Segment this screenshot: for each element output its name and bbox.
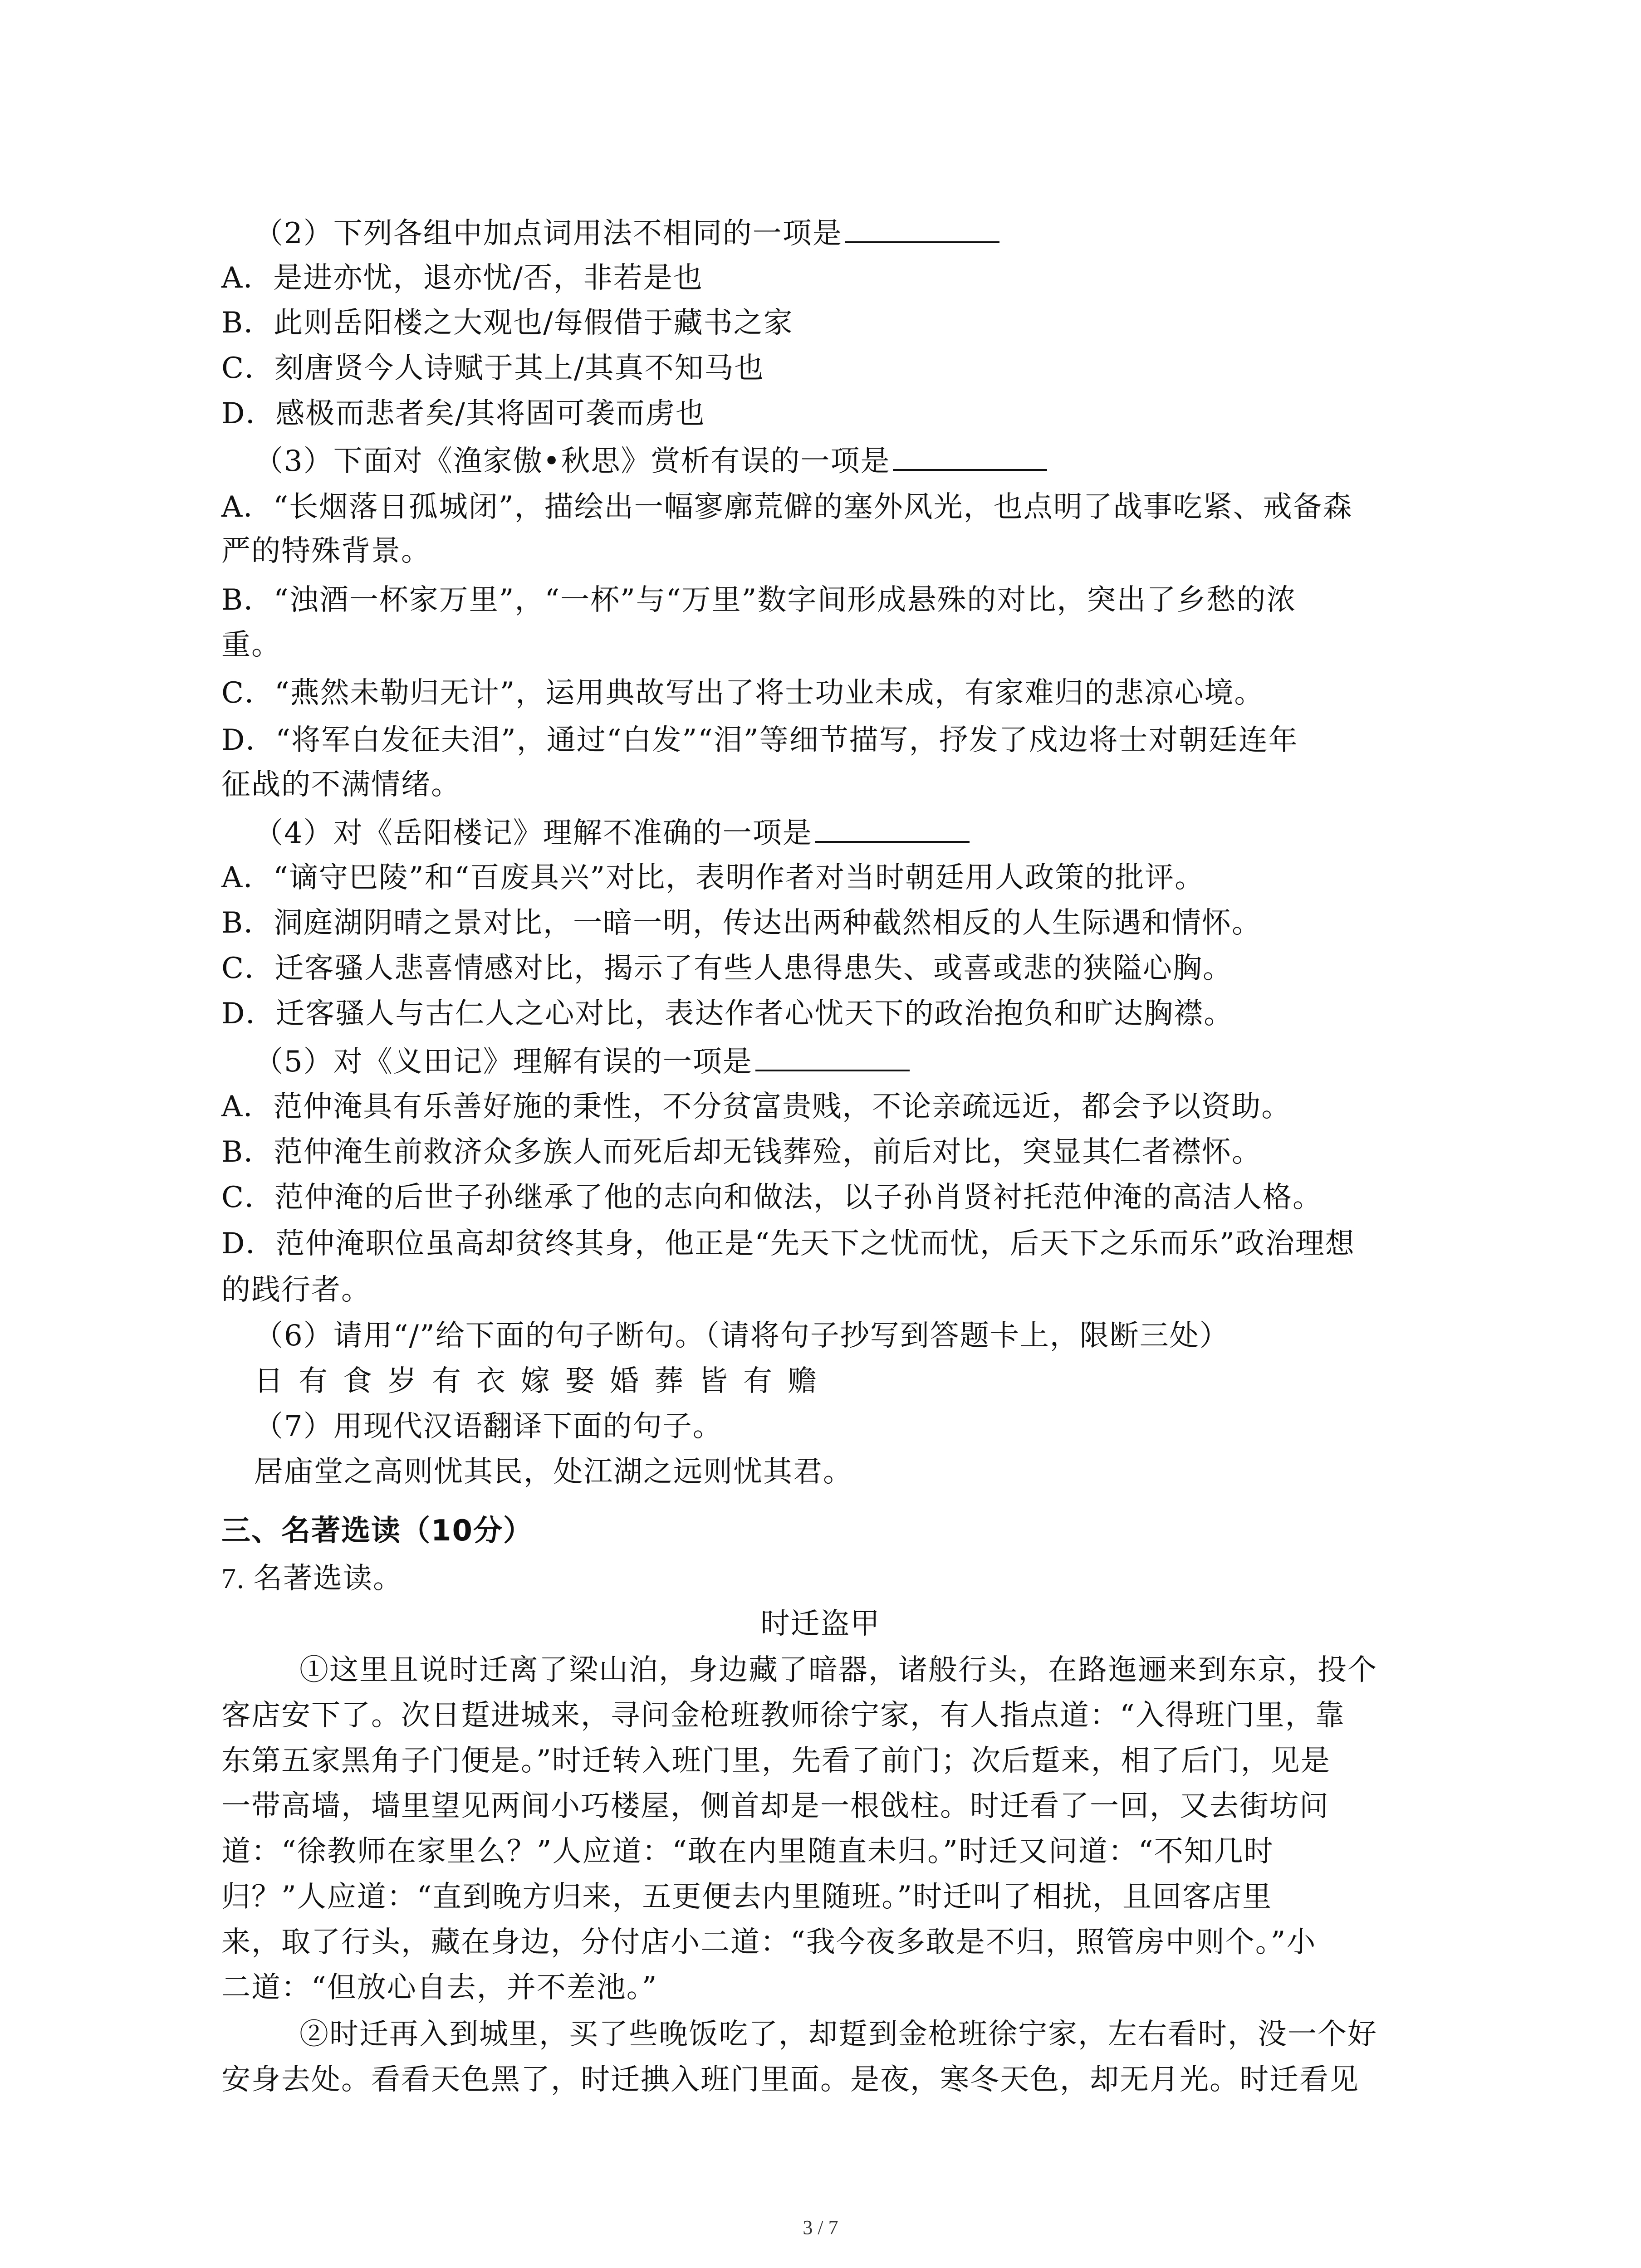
passage-p1-line: 二道：“但放心自去，并不差池。” <box>221 1971 658 2004</box>
q5-option-a: A．范仲淹具有乐善好施的秉性，不分贫富贵贱，不论亲疏远近，都会予以资助。 <box>221 1090 1292 1124</box>
page-number: 3 / 7 <box>803 2216 838 2239</box>
q3-option-d-cont: 征战的不满情绪。 <box>221 768 461 802</box>
q2-option-c: C．刻唐贤今人诗赋于其上/其真不知马也 <box>221 352 764 385</box>
q4-option-c: C．迁客骚人悲喜情感对比，揭示了有些人患得患失、或喜或悲的狭隘心胸。 <box>221 952 1233 985</box>
passage-p1-line: 东第五家黑角子门便是。”时迁转入班门里，先看了前门；次后踅来，相了后门，见是 <box>221 1744 1331 1778</box>
passage-p1-line: 客店安下了。次日踅进城来，寻问金枪班教师徐宁家，有人指点道：“入得班门里，靠 <box>221 1699 1345 1732</box>
q4-stem: （4）对《岳阳楼记》理解不准确的一项是 <box>254 813 970 851</box>
q3-option-a: A．“长烟落日孤城闭”，描绘出一幅寥廓荒僻的塞外风光，也点明了战事吃紧、戒备森 <box>221 490 1353 524</box>
q6-stem: （6）请用“/”给下面的句子断句。（请将句子抄写到答题卡上，限断三处） <box>254 1319 1230 1353</box>
q4-option-b: B．洞庭湖阴晴之景对比，一暗一明，传达出两种截然相反的人生际遇和情怀。 <box>221 906 1262 940</box>
passage-p1-line: ①这里且说时迁离了梁山泊，身边藏了暗器，诸般行头，在路迤逦来到东京，投个 <box>299 1653 1377 1687</box>
q5-option-b: B．范仲淹生前救济众多族人而死后却无钱葬殓，前后对比，突显其仁者襟怀。 <box>221 1135 1262 1169</box>
passage-p2-line: ②时迁再入到城里，买了些晚饭吃了，却踅到金枪班徐宁家，左右看时，没一个好 <box>299 2018 1377 2051</box>
answer-blank[interactable] <box>755 1041 910 1071</box>
passage-title: 时迁盗甲 <box>760 1607 881 1641</box>
q2-stem: （2）下列各组中加点词用法不相同的一项是 <box>254 213 999 252</box>
q7-stem: （7）用现代汉语翻译下面的句子。 <box>254 1410 723 1443</box>
q5-stem: （5）对《义田记》理解有误的一项是 <box>254 1041 910 1080</box>
passage-p2-line: 安身去处。看看天色黑了，时迁捵入班门里面。是夜，寒冬天色，却无月光。时迁看见 <box>221 2063 1359 2097</box>
q2-option-d: D．感极而悲者矣/其将固可袭而虏也 <box>221 397 705 430</box>
passage-p1-line: 道：“徐教师在家里么？”人应道：“敢在内里随直未归。”时迁又问道：“不知几时 <box>221 1835 1274 1868</box>
q4-option-d: D．迁客骚人与古仁人之心对比，表达作者心忧天下的政治抱负和旷达胸襟。 <box>221 997 1234 1031</box>
q3-option-c: C．“燕然未勒归无计”，运用典故写出了将士功业未成，有家难归的悲凉心境。 <box>221 676 1264 710</box>
q4-option-a: A．“谪守巴陵”和“百废具兴”对比，表明作者对当时朝廷用人政策的批评。 <box>221 861 1205 894</box>
q2-option-a: A．是进亦忧，退亦忧/否，非若是也 <box>221 261 703 295</box>
q3-option-b: B．“浊酒一杯家万里”，“一杯”与“万里”数字间形成悬殊的对比，突出了乡愁的浓 <box>221 583 1297 617</box>
q5-option-c: C．范仲淹的后世子孙继承了他的志向和做法，以子孙肖贤衬托范仲淹的高洁人格。 <box>221 1181 1323 1214</box>
q2-option-b: B．此则岳阳楼之大观也/每假借于藏书之家 <box>221 306 794 340</box>
answer-blank[interactable] <box>815 813 970 843</box>
passage-p1-line: 来，取了行头，藏在身边，分付店小二道：“我今夜多敢是不归，照管房中则个。”小 <box>221 1926 1317 1959</box>
q7-sentence: 居庙堂之高则忧其民，处江湖之远则忧其君。 <box>254 1455 853 1489</box>
answer-blank[interactable] <box>845 213 999 243</box>
answer-blank[interactable] <box>893 441 1047 471</box>
q5-option-d-cont: 的践行者。 <box>221 1273 371 1307</box>
q3-option-b-cont: 重。 <box>221 628 281 662</box>
section-heading: 三、名著选读（10分） <box>221 1514 534 1548</box>
passage-p1-line: 归？”人应道：“直到晚方归来，五更便去内里随班。”时迁叫了相扰，且回客店里 <box>221 1880 1273 1914</box>
question-label: 7. 名著选读。 <box>221 1562 403 1594</box>
q3-option-d: D．“将军白发征夫泪”，通过“白发”“泪”等细节描写，抒发了戍边将士对朝廷连年 <box>221 723 1298 757</box>
q5-option-d: D．范仲淹职位虽高却贫终其身，他正是“先天下之忧而忧，后天下之乐而乐”政治理想 <box>221 1227 1355 1261</box>
q6-sentence: 日有食岁有衣嫁娶婚葬皆有赡 <box>254 1364 832 1398</box>
passage-p1-line: 一带高墙，墙里望见两间小巧楼屋，侧首却是一根戗柱。时迁看了一回，又去街坊问 <box>221 1789 1329 1823</box>
q3-option-a-cont: 严的特殊背景。 <box>221 534 431 568</box>
q3-stem: （3）下面对《渔家傲•秋思》赏析有误的一项是 <box>254 441 1047 479</box>
